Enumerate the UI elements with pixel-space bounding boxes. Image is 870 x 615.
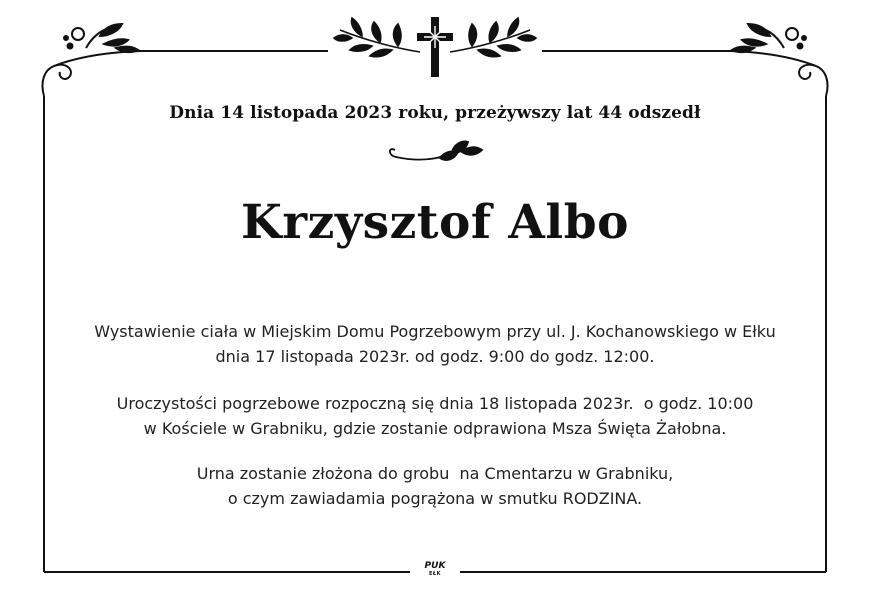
death-date-header: Dnia 14 listopada 2023 roku, przeżywszy lat 44 odszedł bbox=[169, 103, 701, 123]
burial-line-1: Urna zostanie złożona do grobu na Cmentarzu w Grabniku, bbox=[196, 464, 674, 483]
burial-paragraph bbox=[40, 461, 830, 511]
logo-sub-text: EŁK bbox=[428, 571, 441, 577]
ceremony-line-2: w Kościele w Grabniku, gdzie zostanie odprawiona Msza Święta Żałobna. bbox=[143, 419, 727, 438]
olive-branch-left-icon bbox=[334, 18, 420, 57]
viewing-paragraph bbox=[40, 319, 830, 369]
logo-main-text: PUK bbox=[424, 561, 446, 571]
cross-icon bbox=[417, 17, 453, 77]
ceremony-paragraph bbox=[40, 391, 830, 441]
deceased-name: Krzysztof Albo bbox=[241, 195, 629, 250]
ceremony-line-1: Uroczystości pogrzebowe rozpoczną się dnia 18 listopada 2023r. o godz. 10:00 bbox=[116, 394, 754, 413]
olive-branch-right-icon bbox=[450, 18, 536, 57]
burial-line-2: o czym zawiadamia pogrążona w smutku RODZINA. bbox=[227, 489, 643, 508]
leaf-sprig-divider-icon bbox=[390, 141, 482, 160]
puk-logo bbox=[413, 562, 457, 577]
viewing-line-2: dnia 17 listopada 2023r. od godz. 9:00 do godz. 12:00. bbox=[215, 347, 655, 366]
viewing-line-1: Wystawienie ciała w Miejskim Domu Pogrzebowym przy ul. J. Kochanowskiego w Ełku bbox=[94, 322, 776, 341]
right-corner-flourish-icon bbox=[730, 24, 828, 96]
left-corner-flourish-icon bbox=[42, 24, 142, 96]
